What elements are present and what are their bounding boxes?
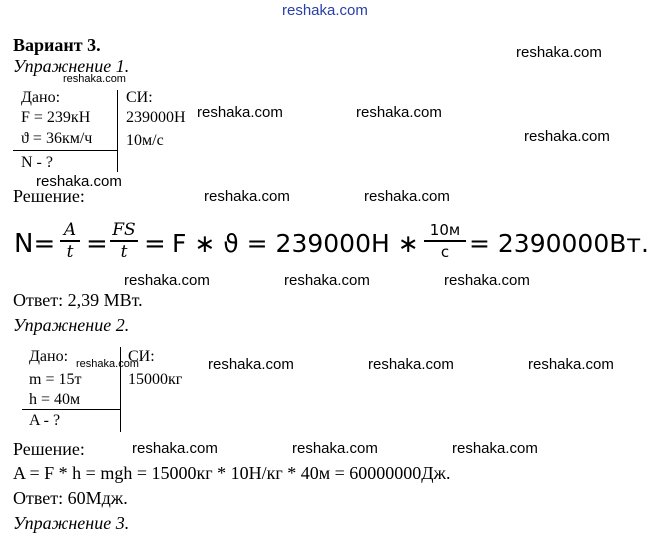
given-mass: m = 15т: [29, 371, 82, 388]
fraction-numerator: FS: [112, 220, 136, 240]
exercise-1-title: Упражнение 1.: [13, 56, 130, 76]
watermark: reshaka.com: [452, 440, 538, 457]
watermark: reshaka.com: [516, 44, 602, 61]
watermark: reshaka.com: [197, 104, 283, 121]
find-work: A - ?: [29, 412, 61, 429]
table-vertical-divider: [117, 90, 118, 172]
watermark: reshaka.com: [444, 272, 530, 289]
watermark: reshaka.com: [208, 356, 294, 373]
formula-equals: =: [86, 229, 108, 259]
watermark: reshaka.com: [524, 128, 610, 145]
watermark: reshaka.com: [368, 356, 454, 373]
exercise-2-answer: Ответ: 60Мдж.: [13, 488, 128, 508]
fraction-numerator: 10м: [429, 221, 461, 239]
given-force: F = 239кН: [21, 109, 91, 126]
watermark: reshaka.com: [292, 440, 378, 457]
exercise-2-title: Упражнение 2.: [13, 315, 130, 335]
si-header: СИ:: [126, 89, 153, 106]
find-power: N - ?: [21, 154, 53, 171]
si-force: 239000Н: [126, 109, 186, 126]
formula-lhs: N=: [14, 229, 56, 259]
watermark: reshaka.com: [356, 104, 442, 121]
fraction-numerator: A: [63, 220, 77, 240]
si-speed: 10м/с: [126, 132, 164, 149]
si-mass: 15000кг: [128, 371, 183, 388]
watermark: reshaka.com: [364, 188, 450, 205]
si-header: СИ:: [128, 348, 155, 365]
formula-middle: F ∗ ϑ = 239000H ∗: [172, 229, 419, 258]
given-height: h = 40м: [29, 391, 81, 408]
given-header: Дано:: [29, 348, 69, 365]
exercise-2-formula: A = F * h = mgh = 15000кг * 10Н/кг * 40м = 60000000Дж.: [13, 463, 451, 483]
fraction-denominator: t: [66, 241, 74, 262]
exercise-1-solution-label: Решение:: [13, 186, 85, 206]
variant-title: Вариант 3.: [13, 35, 101, 55]
fraction-fs-over-t: [110, 220, 138, 262]
exercise-1-answer: Ответ: 2,39 МВт.: [13, 290, 143, 310]
exercise-3-title: Упражнение 3.: [13, 513, 130, 533]
watermark: reshaka.com: [124, 272, 210, 289]
watermark: reshaka.com: [528, 356, 614, 373]
watermark: reshaka.com: [132, 440, 218, 457]
formula-equals: =: [144, 229, 166, 259]
table-horizontal-divider: [22, 409, 121, 410]
formula-result: = 2390000Вт.: [469, 229, 649, 258]
fraction-10m-over-s: [424, 220, 466, 262]
table-horizontal-divider: [13, 150, 118, 151]
watermark-small: reshaka.com: [76, 358, 139, 370]
watermark: reshaka.com: [36, 173, 122, 190]
given-speed: ϑ = 36км/ч: [21, 130, 93, 147]
watermark: reshaka.com: [284, 272, 370, 289]
fraction-denominator: t: [120, 241, 128, 262]
fraction-a-over-t: [60, 220, 80, 262]
watermark-top[interactable]: reshaka.com: [282, 2, 368, 19]
given-header: Дано:: [21, 89, 61, 106]
watermark: reshaka.com: [204, 188, 290, 205]
watermark-small: reshaka.com: [63, 73, 126, 85]
fraction-denominator: с: [440, 242, 450, 261]
exercise-2-solution-label: Решение:: [13, 439, 85, 459]
